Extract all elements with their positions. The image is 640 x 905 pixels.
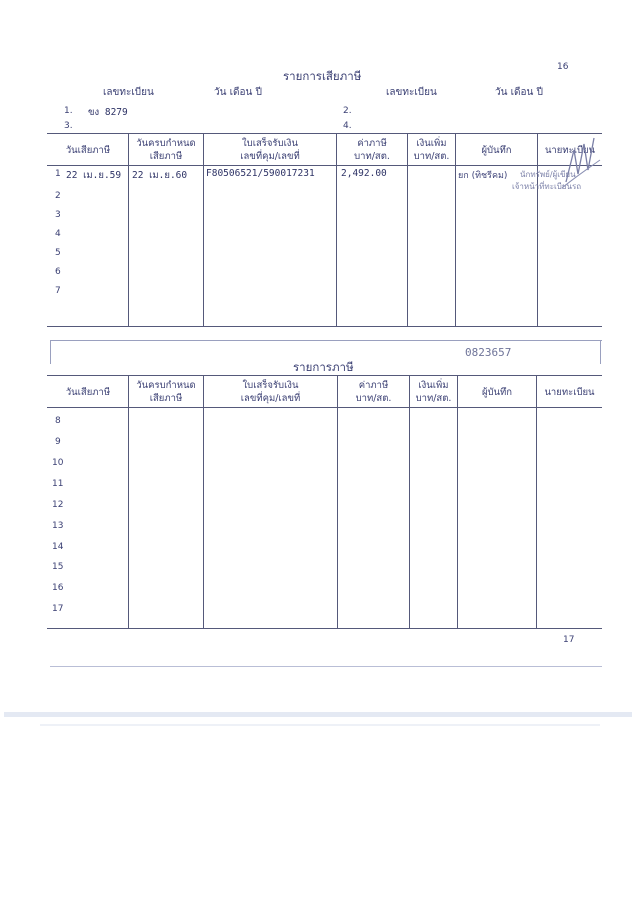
header-registrar: นายทะเบียน: [544, 145, 596, 156]
bottom-table-line: [337, 375, 338, 628]
section-title-top: รายการเสียภาษี: [283, 69, 362, 83]
row-1-receipt: F80506521/590017231: [206, 168, 315, 179]
bottom-table-line: [47, 407, 602, 408]
top-table-line: [455, 133, 456, 326]
reg-entry-1-no: 1.: [64, 106, 73, 116]
row-number: 12: [52, 500, 64, 510]
scan-artifact: [4, 712, 632, 717]
row-number: 3: [55, 210, 61, 220]
row-number: 15: [52, 562, 64, 572]
col-label-date-1: วัน เดือน ปี: [214, 87, 262, 98]
reg-entry-1-value: ขง 8279: [88, 107, 128, 118]
row-1-due-date: 22 เม.ย.60: [132, 170, 188, 181]
row-1-date-paid: 22 เม.ย.59: [66, 170, 122, 181]
bottom-table-line: [203, 375, 204, 628]
header-tax: ค่าภาษี บาท/สต.: [354, 138, 390, 162]
header-recorder: ผู้บันทึก: [481, 145, 512, 156]
header-date-paid: วันเสียภาษี: [65, 387, 111, 398]
row-number: 7: [55, 286, 61, 296]
bottom-table-line: [128, 375, 129, 628]
top-table-line: [537, 133, 538, 326]
stamp-line-2: เจ้าหน้าที่ทะเบียนรถ: [512, 182, 582, 191]
page-edge: [600, 340, 601, 364]
row-number: 4: [55, 229, 61, 239]
top-page: [0, 0, 640, 340]
header-due-date: วันครบกำหนด เสียภาษี: [136, 380, 196, 404]
row-1-recorder: ยก (ทิชรีคม): [458, 171, 508, 181]
row-number: 5: [55, 248, 61, 258]
row-number: 1: [55, 169, 61, 179]
section-title-bottom: รายการภาษี: [293, 360, 354, 374]
reg-entry-4-no: 4.: [343, 121, 352, 131]
row-number: 6: [55, 267, 61, 277]
row-1-tax: 2,492.00: [341, 168, 387, 179]
bottom-table-line: [457, 375, 458, 628]
col-label-date-2: วัน เดือน ปี: [495, 87, 543, 98]
row-number: 16: [52, 583, 64, 593]
reg-entry-2-no: 2.: [343, 106, 352, 116]
row-number: 13: [52, 521, 64, 531]
col-label-reg-2: เลขทะเบียน: [386, 87, 437, 98]
page-edge: [50, 666, 602, 667]
header-tax: ค่าภาษี บาท/สต.: [355, 380, 392, 404]
header-extra: เงินเพิ่ม บาท/สต.: [413, 138, 450, 162]
row-number: 14: [52, 542, 64, 552]
bottom-table-line: [409, 375, 410, 628]
row-number: 11: [52, 479, 64, 489]
top-table-line: [47, 326, 602, 327]
header-receipt: ใบเสร็จรับเงิน เลขที่คุม/เลขที่: [240, 380, 301, 404]
header-receipt: ใบเสร็จรับเงิน เลขที่คุม/เลขที่: [240, 138, 300, 162]
stamp-line-1: นักทรัพย์/ผู้เขียน: [520, 170, 576, 179]
row-number: 17: [52, 604, 64, 614]
page-number-top: 16: [557, 62, 569, 72]
col-label-reg-1: เลขทะเบียน: [103, 87, 154, 98]
scan-artifact: [40, 724, 600, 726]
page-number-bottom: 17: [563, 635, 575, 645]
header-date-paid: วันเสียภาษี: [65, 145, 111, 156]
header-extra: เงินเพิ่ม บาท/สต.: [415, 380, 452, 404]
top-table-line: [47, 133, 602, 134]
bottom-table-line: [536, 375, 537, 628]
bottom-table-line: [47, 375, 602, 376]
row-number: 10: [52, 458, 64, 468]
bottom-table-line: [47, 628, 602, 629]
reg-entry-3-no: 3.: [64, 121, 73, 131]
page-edge: [50, 340, 51, 364]
row-number: 9: [55, 437, 61, 447]
row-number: 8: [55, 416, 61, 426]
page-edge: [50, 340, 602, 341]
row-number: 2: [55, 191, 61, 201]
header-recorder: ผู้บันทึก: [481, 387, 513, 398]
signature-mark: [560, 130, 604, 192]
top-table-line: [47, 165, 602, 166]
bottom-page: [0, 340, 640, 680]
header-registrar: นายทะเบียน: [544, 387, 595, 398]
serial-number: 0823657: [465, 346, 512, 359]
header-due-date: วันครบกำหนด เสียภาษี: [136, 138, 196, 162]
